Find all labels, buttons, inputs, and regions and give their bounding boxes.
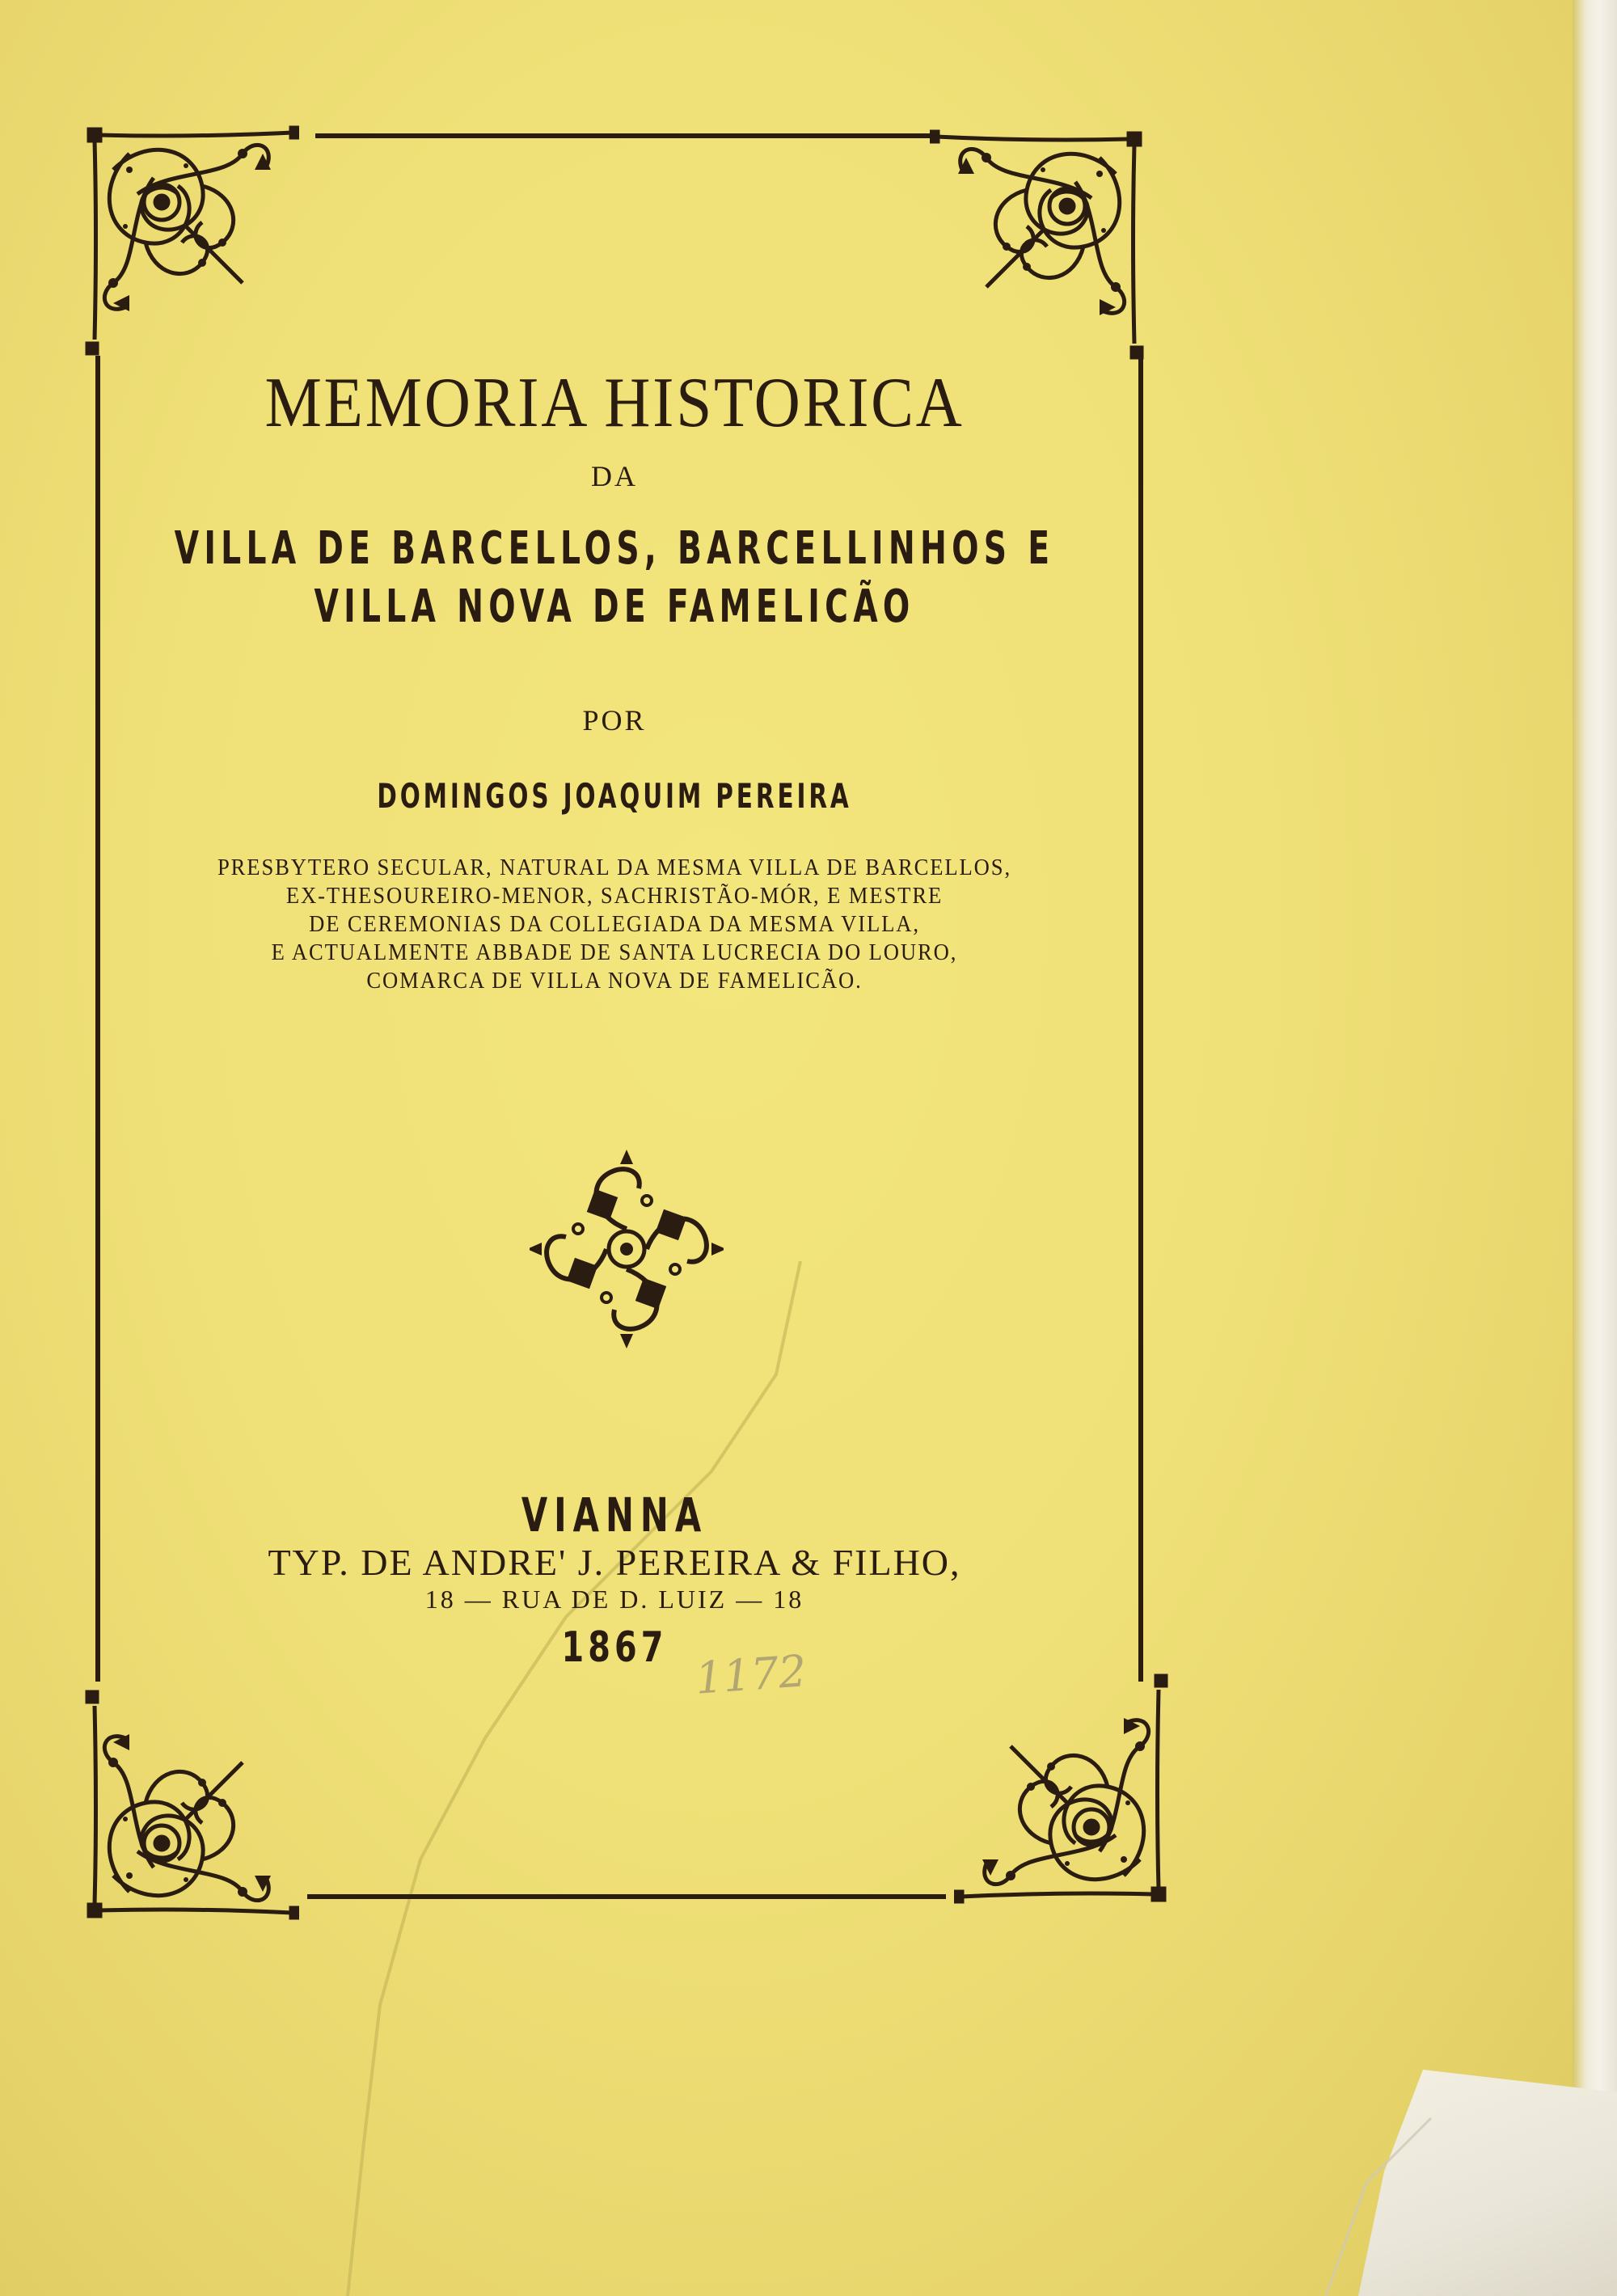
paper-edge <box>1573 0 1617 2296</box>
frame-top-line <box>315 133 930 138</box>
title-connector: DA <box>591 460 638 492</box>
floral-corner-ornament-top-right <box>930 125 1148 360</box>
author-description-line: PRESBYTERO SECULAR, NATURAL DA MESMA VILLA DE BARCELLOS, <box>217 855 1012 880</box>
frame-right-line <box>1138 356 1143 1682</box>
frame-bottom-line <box>307 1894 946 1899</box>
printer-address: 18 — RUA DE D. LUIZ — 18 <box>424 1585 804 1614</box>
rosette-ornament-icon <box>530 1148 724 1350</box>
author-description-line: E ACTUALMENTE ABBADE DE SANTA LUCRECIA DO LOURO, <box>271 940 958 965</box>
subtitle-line-2: VILLA NOVA DE FAMELICÃO <box>314 580 915 633</box>
imprint-place: VIANNA <box>521 1488 708 1543</box>
author-description-line: COMARCA DE VILLA NOVA DE FAMELICÃO. <box>366 969 863 994</box>
frame-left-line <box>95 356 100 1682</box>
floral-corner-ornament-bottom-left <box>81 1690 299 1924</box>
floral-corner-ornament-bottom-right <box>954 1673 1172 1908</box>
subtitle-line-1: VILLA DE BARCELLOS, BARCELLINHOS E <box>174 522 1055 575</box>
author-name: DOMINGOS JOAQUIM PEREIRA <box>377 776 852 816</box>
publication-year: 1867 <box>561 1623 668 1672</box>
handwritten-shelfmark: 1172 <box>693 1645 808 1704</box>
book-title: MEMORIA HISTORICA <box>264 364 965 442</box>
by-label: POR <box>582 704 647 736</box>
printer-name: TYP. DE ANDRE' J. PEREIRA & FILHO, <box>268 1542 961 1583</box>
author-description-line: EX-THESOUREIRO-MENOR, SACHRISTÃO-MÓR, E MESTRE <box>285 884 944 909</box>
author-description-line: DE CEREMONIAS DA COLLEGIADA DA MESMA VILLA, <box>309 912 920 937</box>
floral-corner-ornament-top-left <box>81 121 299 356</box>
